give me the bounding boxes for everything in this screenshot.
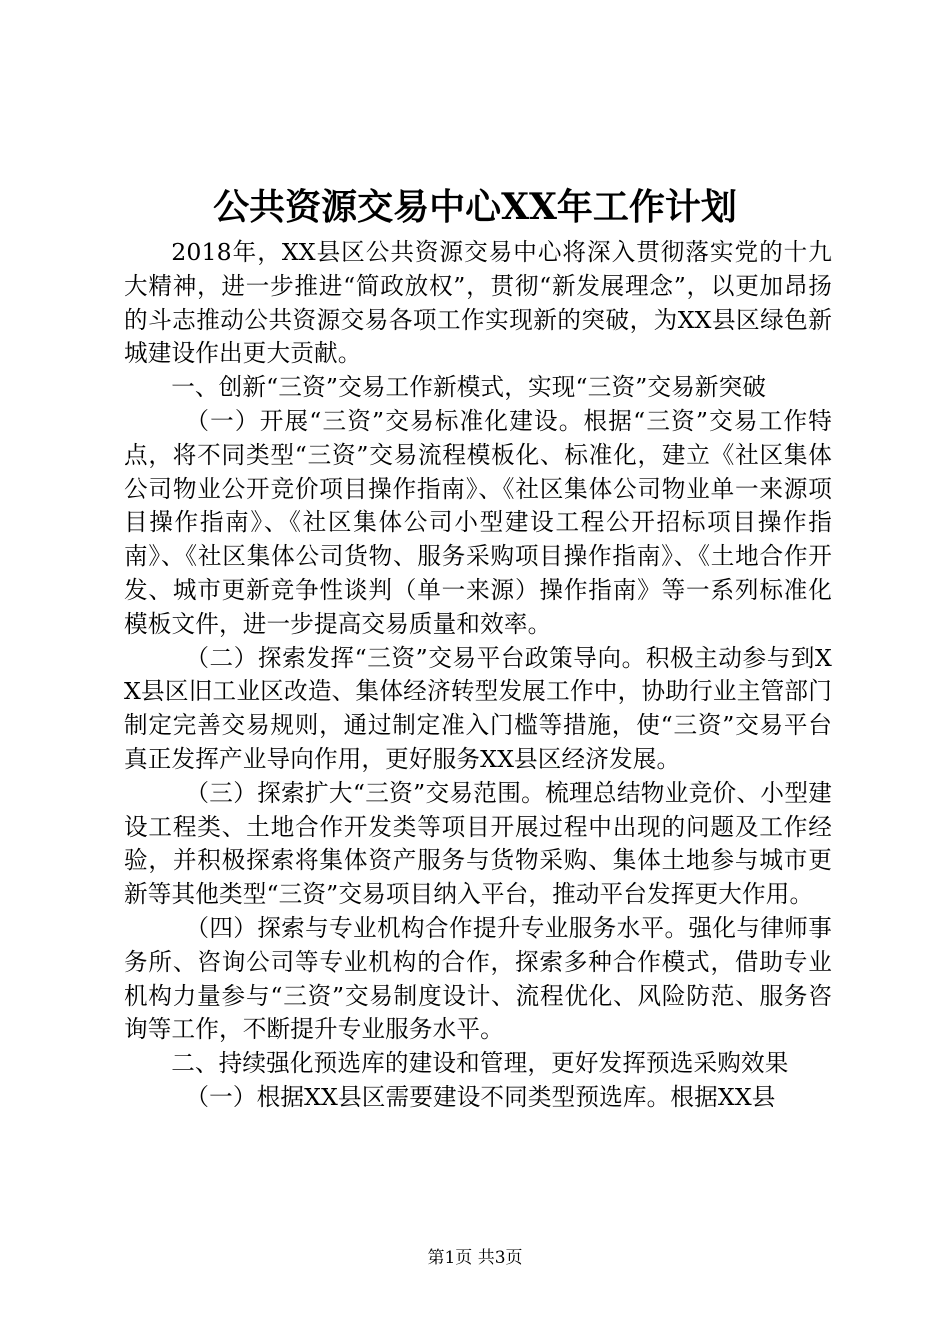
section-heading-1: 一、创新“三资”交易工作新模式，实现“三资”交易新突破 [171,373,767,402]
intro-paragraph: 2018年，XX县区公共资源交易中心将深入贯彻落实党的十九大精神，进一步推进“简政放权”，贯彻“新发展理念”，以更加昂扬的斗志推动公共资源交易各项工作实现新的突破，为XX县区绿色新城建设作出更大贡献。 [124,238,832,368]
subsection-1-3: （三）探索扩大“三资”交易范围。梳理总结物业竞价、小型建设工程类、土地合作开发类等项目开展过程中出现的问题及工作经验，并积极探索将集体资产服务与货物采购、集体土地参与城市更新等其他类型“三资”交易项目纳入平台，推动平台发挥更大作用。 [124,778,832,909]
subsection-1-2: （二）探索发挥“三资”交易平台政策导向。积极主动参与到XX县区旧工业区改造、集体经济转型发展工作中，协助行业主管部门制定完善交易规则，通过制定准入门槛等措施，使“三资”交易平台真正发挥产业导向作用，更好服务XX县区经济发展。 [124,643,832,773]
document-body [124,236,832,1115]
section-heading-2: 二、持续强化预选库的建设和管理，更好发挥预选采购效果 [171,1049,789,1078]
subsection-2-1: （一）根据XX县区需要建设不同类型预选库。根据XX县 [185,1082,776,1111]
document-title: 公共资源交易中心XX年工作计划 [213,186,737,228]
subsection-1-4: （四）探索与专业机构合作提升专业服务水平。强化与律师事务所、咨询公司等专业机构的合作，探索多种合作模式，借助专业机构力量参与“三资”交易制度设计、流程优化、风险防范、服务咨询等工作，不断提升专业服务水平。 [124,913,832,1044]
subsection-1-1: （一）开展“三资”交易标准化建设。根据“三资”交易工作特点，将不同类型“三资”交易流程模板化、标准化，建立《社区集体公司物业公开竞价项目操作指南》、《社区集体公司物业单一来源项目操作指南》、《社区集体公司小型建设工程公开招标项目操作指南》、《社区集体公司货物、服务采购项目操作指南》、《土地合作开发、城市更新竞争性谈判（单一来源）操作指南》等一系列标准化模板文件，进一步提高交易质量和效率。 [124,406,832,638]
page-footer: 第1页 共3页 [427,1248,523,1268]
